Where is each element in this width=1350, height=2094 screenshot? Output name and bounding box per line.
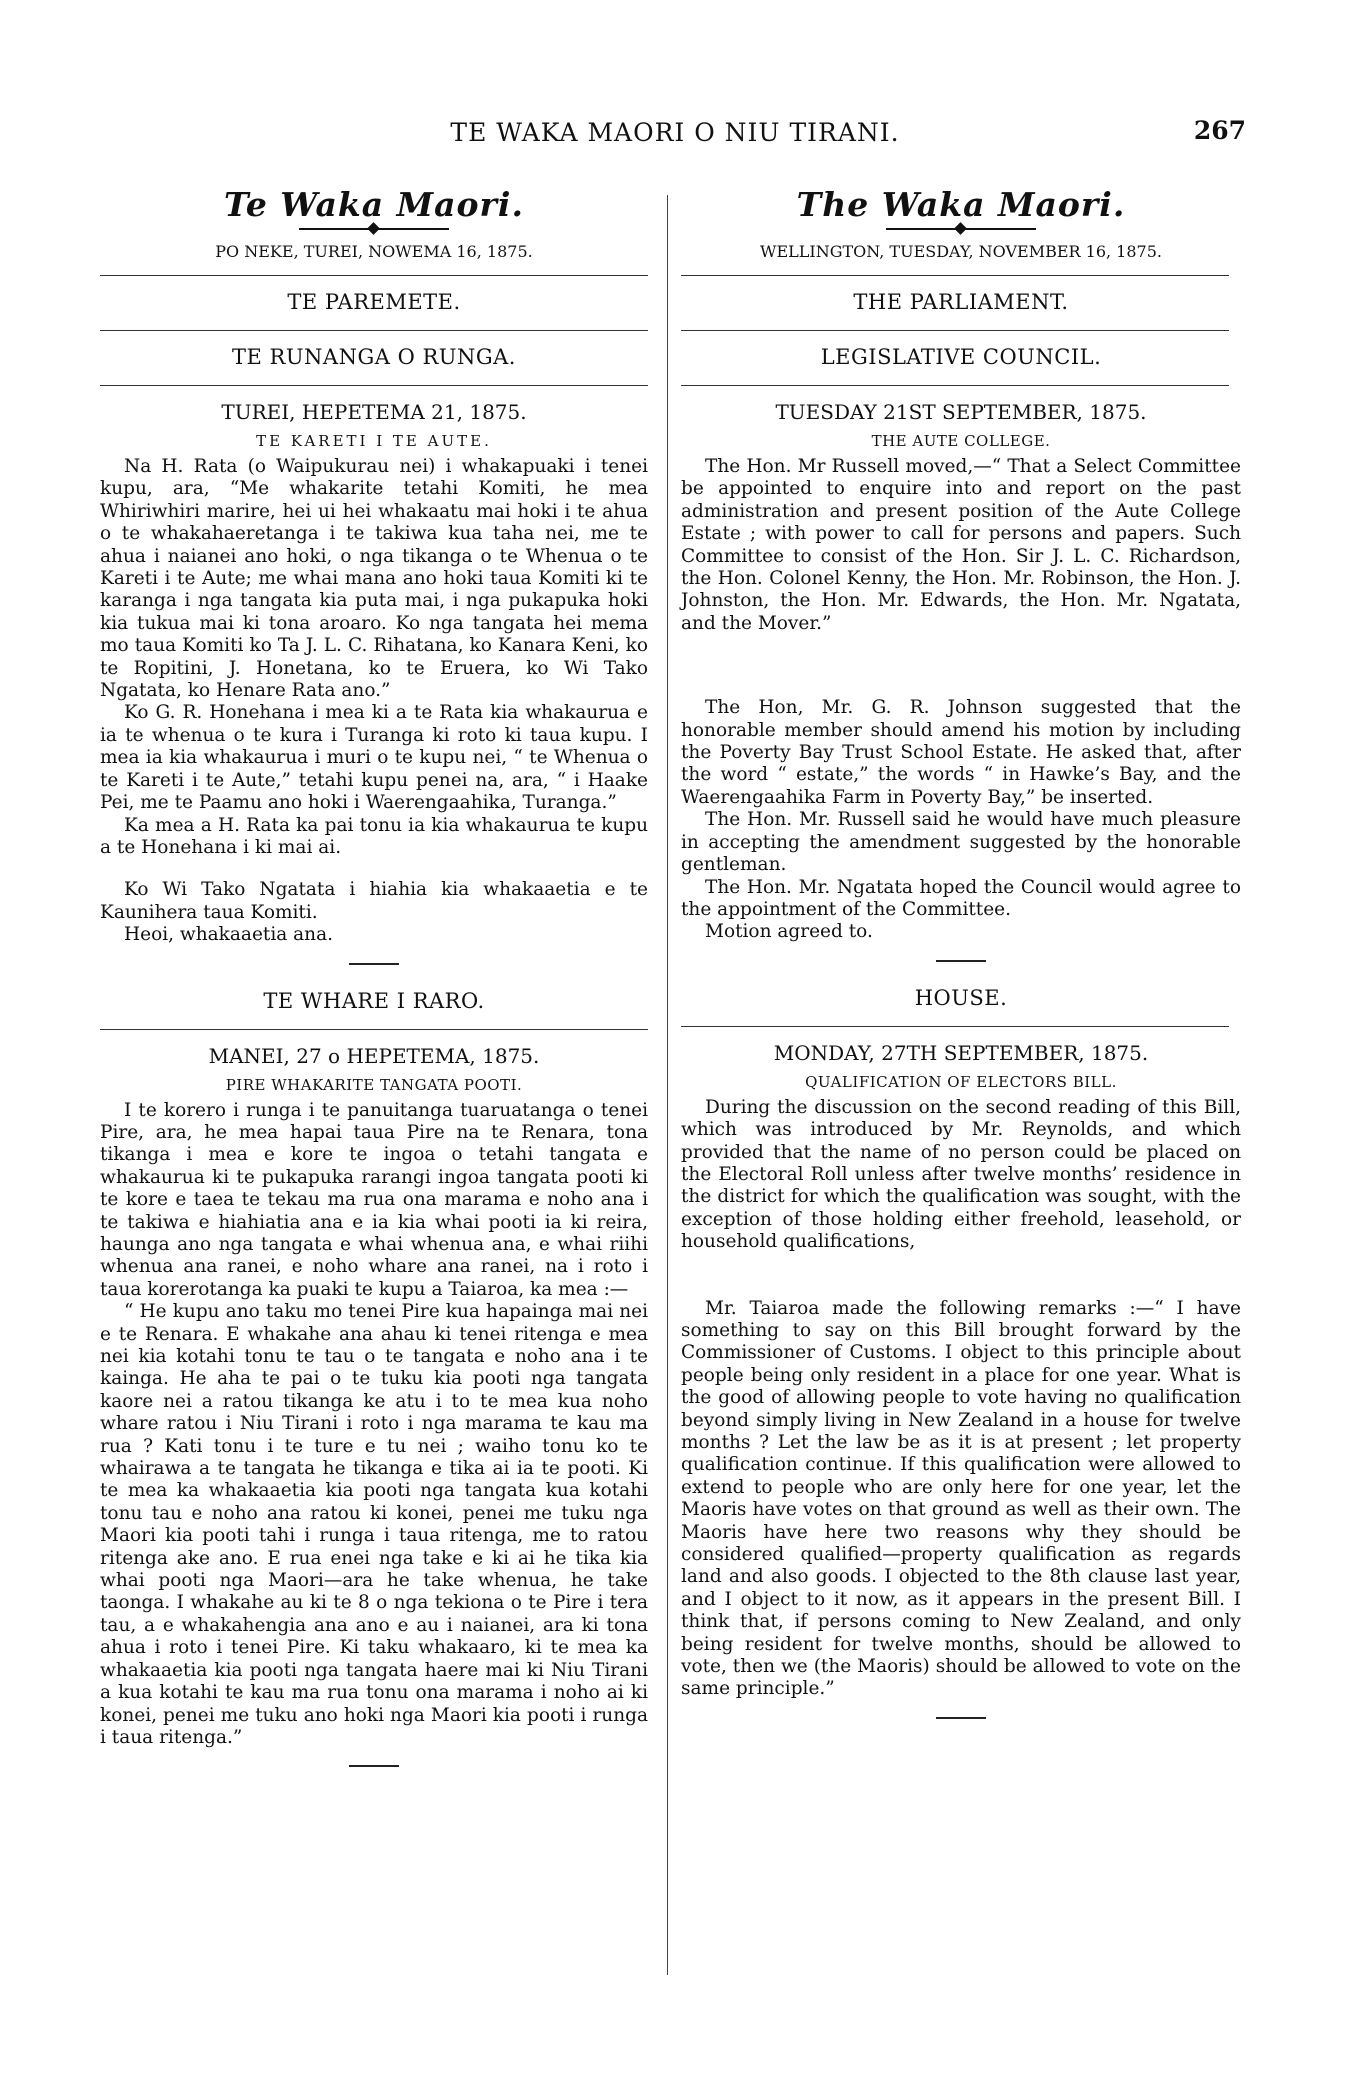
divider [100,1029,648,1030]
divider [100,275,648,276]
paragraph: Motion agreed to. [705,921,873,943]
topic-heading: TE KARETI I TE AUTE. [256,432,492,450]
english-column [681,185,1241,1743]
column-divider [667,195,668,1975]
paragraph: “ He kupu ano taku mo tenei Pire kua hapainga mai nei e te Renara. E whakahe ana ahau ki tenei ritenga e mea nei kia kotahi tonu te tau o te tangata e noho ana i te kainga. He aha te pai o te tuku kia pooti nga tangata kaore nei a ratou tikanga ke atu i to te mea kua noho whare ratou i Niu Tirani i roto i nga marama te kau ma rua ? Kati tonu i te ture e tu nei ; waiho tonu ko te whairawa a te tangata he tikanga e tika ai ia te pooti. Ki te mea ka whakaaetia kia pooti nga tangata kua kotahi tonu tau e noho ana ratou ki konei, penei me tuku nga Maori kia pooti tahi i runga i taua ritenga, me to ratou ritenga ake ano. E rua enei nga take e ki ai he tika kia whai pooti nga Maori—ara he take whenua, he take taonga. I whakahe au ki te 8 o nga tekiona o te Pire i tera tau, a e whakahengia ana ano e au i naianei, ara ki tona ahua i roto i tenei Pire. Ki taku whakaaro, ki te mea ka whakaaetia kia pooti nga tangata haere mai ki Niu Tirani a kua kotahi te kau ma rua tonu ona marama i noho ai ki konei, penei me tuku ano hoki nga Maori kia pooti i runga i taua ritenga.” [100,1301,648,1748]
dateline-english: WELLINGTON, TUESDAY, NOVEMBER 16, 1875. [760,242,1162,261]
paragraph: Ko G. R. Honehana i mea ki a te Rata kia whakaurua e ia te whenua o te kura i Turanga ki roto ki taua kupu. I mea ia kia whakaurua i muri o te kupu nei, “ te Whenua o te Kareti i te Aute,” tetahi kupu penei na, ara, “ i Haake Pei, me te Paamu ano hoki i Waerengaahika, Turanga.” [100,702,648,814]
sitting-date: MONDAY, 27TH SEPTEMBER, 1875. [773,1040,1149,1065]
paragraph: The Hon, Mr. G. R. Johnson suggested that the honorable member should amend his motion by including the Poverty Bay Trust School Estate. He asked that, after the word “ estate,” the words “ in Hawke’s Bay, and the Waerengaahika Farm in Poverty Bay,” be inserted. [681,697,1241,808]
divider [681,1026,1229,1027]
divider [100,385,648,386]
sitting-date: MANEI, 27 o HEPETEMA, 1875. [208,1043,540,1068]
masthead-maori: Te Waka Maori. [224,185,524,224]
paragraph: Na H. Rata (o Waipukurau nei) i whakapuaki i tenei kupu, ara, “Me whakarite tetahi Komiti, he mea Whiriwhiri marire, hei ui hei whakaatu mai hoki i te ahua o te whakahaeretanga i te takiwa kua taha nei, me te ahua i naianei ano hoki, o nga tikanga o te Whenua o te Kareti i te Aute; me whai mana ano hoki taua Komiti ki te karanga i nga tangata kia puta mai, i nga pukapuka hoki kia tukua mai ki tona aroaro. Ko nga tangata hei mema mo taua Komiti ko Ta J. L. C. Rihatana, ko Kanara Keni, ko te Ropitini, J. Honetana, ko te Eruera, ko Wi Tako Ngatata, ko Henare Rata ano.” [100,456,648,702]
paragraph: Mr. Taiaroa made the following remarks :—“ I have something to say on this Bill brought forward by the Commissioner of Customs. I object to this principle about people being only resident in a place for one year. What is the good of allowing people to vote having no qualification beyond simply living in New Zealand in a house for twelve months ? Let the law be as it is at present ; let property qualification continue. If this qualification were allowed to extend to people who are only here for one year, let the Maoris have votes on that ground as well as their own. The Maoris have here two reasons why they should be considered qualified—property qualification as regards land and also goods. I objected to the 8th clause last year, and I object to it now, as it appears in the present Bill. I think that, if persons coming to New Zealand, and only being resident for twelve months, should be allowed to vote, then we (the Maoris) should be allowed to vote on the same principle.” [681,1297,1241,1700]
end-rule [349,1765,399,1767]
section-subtitle: LEGISLATIVE COUNCIL. [820,345,1102,369]
diamond-rule [299,228,449,236]
paragraph: Ko Wi Tako Ngatata i hiahia kia whakaaetia e te Kaunihera taua Komiti. [100,879,648,923]
topic-heading: QUALIFICATION OF ELECTORS BILL. [805,1072,1117,1091]
paragraph: The Hon. Mr. Russell said he would have much pleasure in accepting the amendment suggested by the honorable gentleman. [681,809,1241,876]
paragraph: The Hon. Mr. Ngatata hoped the Council would agree to the appointment of the Committee. [681,876,1241,920]
section-rule [349,963,399,965]
topic-heading: PIRE WHAKARITE TANGATA POOTI. [225,1075,523,1094]
end-rule [936,1717,986,1719]
maori-column [100,185,648,1791]
section-title: TE WHARE I RARO. [263,988,485,1013]
sitting-date: TUREI, HEPETEMA 21, 1875. [221,400,527,424]
section-title: TE PAREMETE. [287,290,461,314]
diamond-rule [886,228,1036,236]
paragraph: The Hon. Mr Russell moved,—“ That a Select Committee be appointed to enquire into and report on the past administration and present position of the Aute College Estate ; with power to call for persons and papers. Such Committee to consist of the Hon. Sir J. L. C. Richardson, the Hon. Colonel Kenny, the Hon. Mr. Robinson, the Hon. J. Johnston, the Hon. Mr. Edwards, the Hon. Mr. Ngatata, and the Mover.” [681,456,1241,634]
section-title: THE PARLIAMENT. [853,290,1069,314]
paragraph: Ka mea a H. Rata ka pai tonu ia kia whakaurua te kupu a te Honehana i ki mai ai. [100,814,648,858]
page-number: 267 [1193,116,1246,145]
dateline-maori: PO NEKE, TUREI, NOWEMA 16, 1875. [215,242,533,261]
section-subtitle: TE RUNANGA O RUNGA. [232,345,516,369]
paragraph: During the discussion on the second reading of this Bill, which was introduced by Mr. Reynolds, and which provided that the name of no person could be placed on the Electoral Roll unless after twelve months’ residence in the district for which the qualification was sought, with the exception of those holding either freehold, leasehold, or household qualifications, [681,1096,1241,1253]
section-title: HOUSE. [914,985,1008,1010]
topic-heading: THE AUTE COLLEGE. [871,432,1051,450]
masthead-english: The Waka Maori. [796,185,1126,224]
section-rule [936,960,986,962]
paragraph: I te korero i runga i te panuitanga tuaruatanga o tenei Pire, ara, he mea hapai taua Pire na te Renara, tona tikanga i mea e kore te ingoa o tetahi tangata e whakaurua ki te pukapuka rarangi ingoa tangata pooti ki te kore e taea te tekau ma rua ona marama e noho ana i te takiwa e hiahiatia ana e ia kia whai pooti ia ki reira, haunga ano nga tangata e whai whenua ana, e whai riihi whenua ana ranei, e noho whare ana ranei, na i roto i taua korerotanga ka puaki te kupu a Taiaroa, ka mea :— [100,1099,648,1300]
paragraph: Heoi, whakaaetia ana. [124,924,334,946]
sitting-date: TUESDAY 21ST SEPTEMBER, 1875. [775,400,1147,424]
divider [681,275,1229,276]
divider [681,385,1229,386]
divider [681,330,1229,331]
running-header: TE WAKA MAORI O NIU TIRANI. [450,118,900,147]
divider [100,330,648,331]
